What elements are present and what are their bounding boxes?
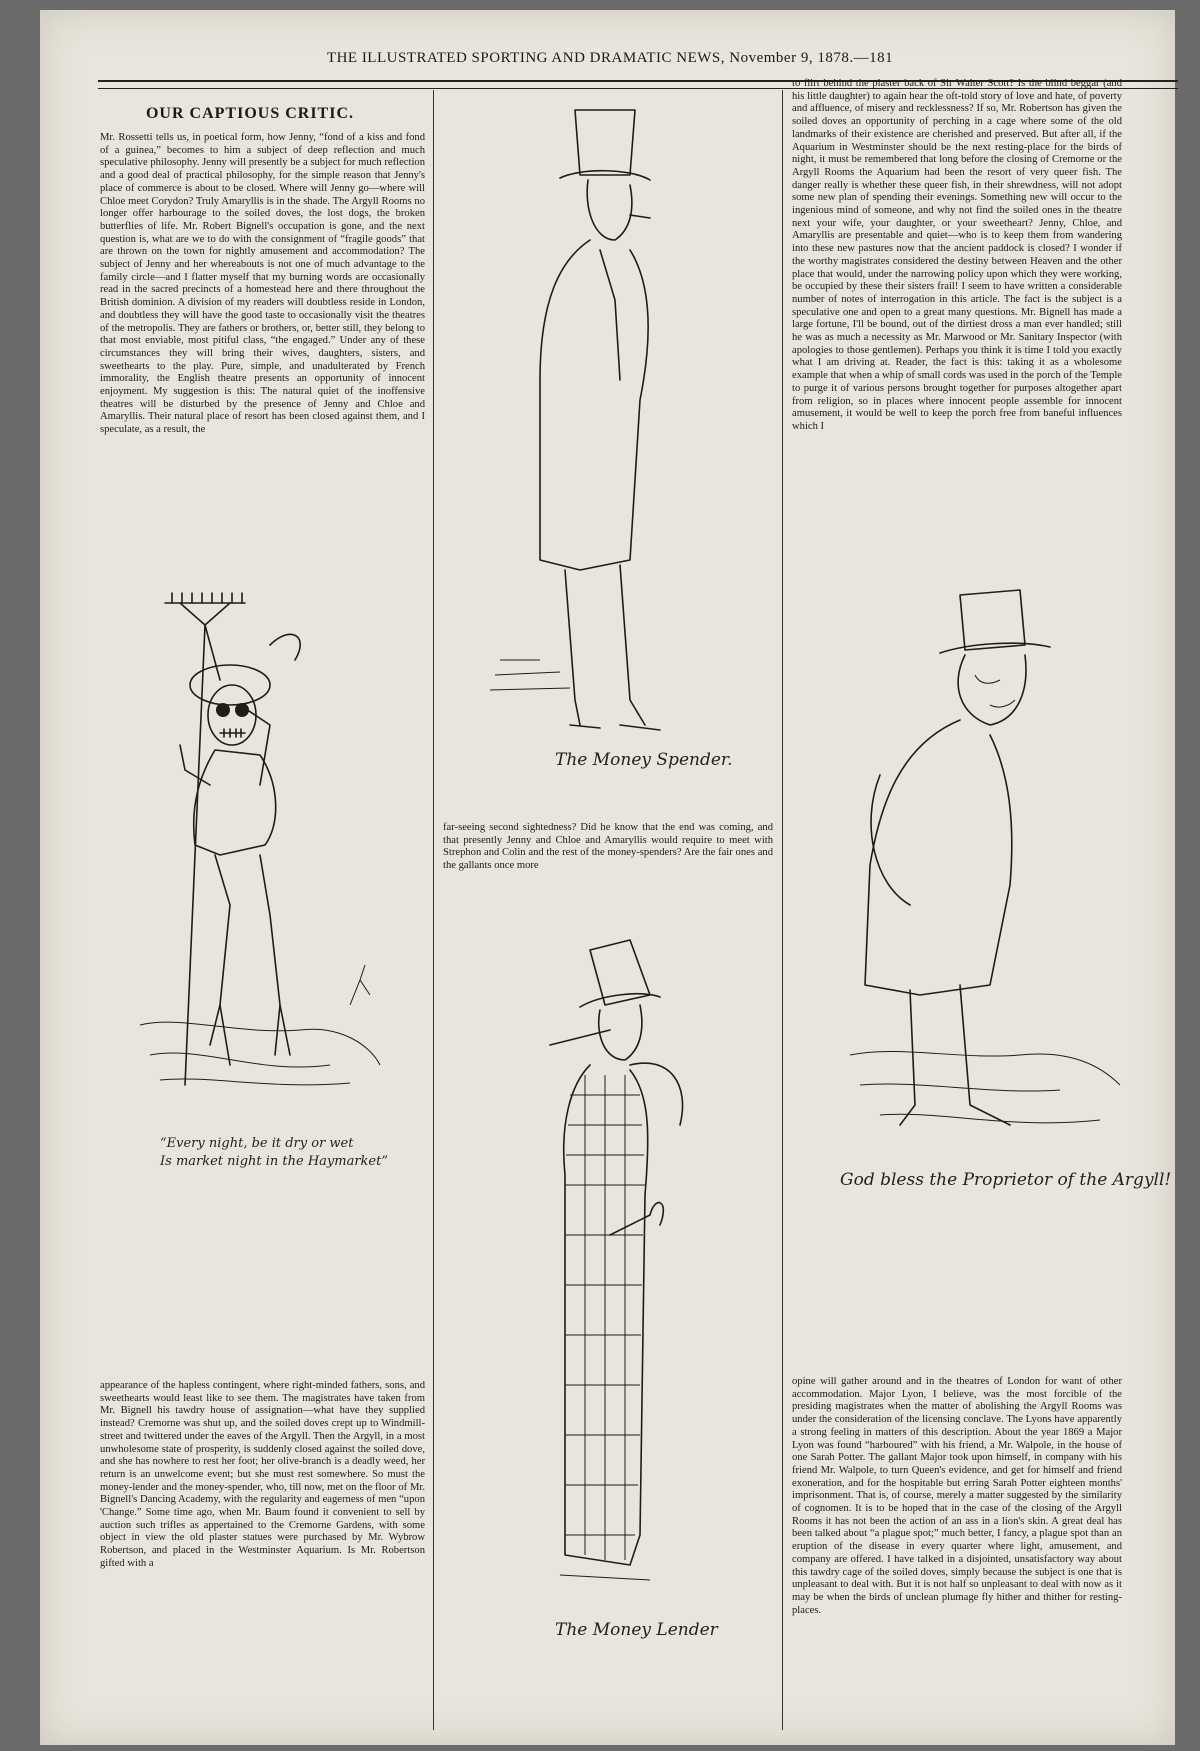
money-spender-illustration — [480, 100, 730, 740]
skeleton-caption — [160, 1135, 440, 1171]
paragraph: appearance of the hapless contingent, where right-minded fathers, sons, and sweethearts would least like to see them. The magistrates have taken from Mr. Bignell his tawdry house of assignation—what have they supplied instead? Cremorne was shut up, and the soiled doves crept up to Windmill-street and twittered under the eaves of the Argyll. Then the Argyll, in a most unwholesome state of prosperity, is suddenly closed against the soiled dove, and she has nowhere to rest her foot; her olive-branch is a deadly weed, her return is an unwelcome event; but she must rest somewhere. So must the money-lender and the money-spender, who, till now, met on the floor of Mr. Bignell's Dancing Academy, with the regularity and eagerness of men “upon 'Change.” Some time ago, when Mr. Baum found it convenient to sell by auction such trifles as appertained to the Cremorne Gardens, with some object in view the old plaster statues were purchased by Mr. Wybrow Robertson, and placed in the Westminster Aquarium. Is Mr. Robertson gifted with a — [100, 1380, 425, 1569]
skeleton-illustration — [120, 585, 420, 1125]
money-spender-caption: The Money Spender. — [555, 750, 733, 770]
proprietor-illustration — [840, 585, 1140, 1145]
proprietor-caption: God bless the Proprietor of the Argyll! — [840, 1170, 1172, 1190]
money-lender-illustration — [530, 935, 750, 1615]
article-heading: OUR CAPTIOUS CRITIC. — [145, 105, 355, 122]
paragraph: Mr. Rossetti tells us, in poetical form, how Jenny, “fond of a kiss and fond of a guinea,” becomes to him a subject of deep reflection and much speculative philosophy. Jenny will presently be a subject for much reflection and a good deal of practical philosophy, for the simple reason that Jenny's place of commerce is about to be closed. Where will Jenny go—where will Chloe meet Corydon? Truly Amaryllis is in the shade. The Argyll Rooms no longer offer harbourage to the soiled doves, the lost dogs, the broken butterflies of life. Mr. Robert Bignell's occupation is gone, and the next question is, what are we to do with the consignment of “fragile goods” that are thrown on the town for nightly amusement and accommodation? The subject of Jenny and her whereabouts is not one of much advantage to the family circle—and I flatter myself that my burning words are occasionally read in the sacred precincts of a homestead here and there throughout the British dominion. A division of my readers will doubtless reside in London, and doubtless they will have the good taste to occasionally visit the theatres of the metropolis. They are fathers or brothers, or, better still, they belong to that most enviable, most pitiful class, “the engaged.” Under any of these circumstances they will bring their wives, daughters, sisters, and sweethearts to the play. Pure, simple, and unadulterated by French immorality, the English theatre presents an opportunity of innocent enjoyment. My suggestion is this: The natural quiet of the inoffensive theatres will be disturbed by the presence of Jenny and Chloe and Amaryllis. Their natural place of resort has been closed against them, and I speculate, as a result, the — [100, 132, 425, 436]
column-rule-right — [782, 90, 783, 1730]
paragraph: to flirt behind the plaster back of Sir Walter Scott? Is the blind beggar (and his little daughter) to again hear the oft-told story of love and hate, of poverty and affluence, of misery and recklessness? If so, Mr. Robertson has given the soiled doves an opportunity of perching in a cage where some of the old landmarks of their existence are cherished and preserved. But after all, if the Aquarium in Westminster should be the next resting-place for the birds of night, it must be remembered that long before the closing of Cremorne or the Argyll Rooms the Aquarium had been the resort of very queer fish. The danger really is whether these queer fish, in their shrewdness, will not adopt some new plan of spending their evenings. Something new will occur to the ingenious mind of someone, and why not find the soiled ones in the theatre next your wife, your daughter, or your sweetheart? Jenny, Chloe, and Amaryllis are presentable and quiet—who is to keep them from wandering into these new pastures now that the ancient paddock is closed? I wonder if the worthy magistrates considered the destiny between Heaven and the other place that would, under the narrowing policy upon which they were working, be occupied by these their sisters frail! I seem to have written a considerable number of notes of interrogation in this article. The fact is the subject is a speculative one and open to a great many questions. Mr. Bignell has made a large fortune, I'll be bound, out of the dirtiest dross a man ever handled; still he was as much a necessity as Mr. Marwood or Mr. Sanitary Inspector (with apologies to those gentlemen). Perhaps you think it is time I told you exactly what I am driving at. Reader, the fact is this: taking it as a wholesome example that when a whip of small cords was used in the porch of the Temple to purge it of various persons brought together for purposes altogether apart from religion, so in places where innocent people assemble for innocent amusement, it would be well to keep the porch free from baneful influences which I — [792, 78, 1122, 432]
column-3-bottom-text — [792, 1376, 1122, 1736]
skeleton-caption-line-1: “Every night, be it dry or wet — [160, 1136, 354, 1151]
column-rule-left — [433, 90, 434, 1730]
column-3-top-text — [792, 78, 1122, 548]
running-head: THE ILLUSTRATED SPORTING AND DRAMATIC NEWS, November 9, 1878.—181 — [326, 50, 894, 66]
newspaper-page — [40, 10, 1175, 1745]
column-1-bottom-text — [100, 1380, 425, 1735]
paragraph: opine will gather around and in the theatres of London for want of other accommodation. Major Lyon, I believe, was the most forcible of the presiding magistrates when the matter of abolishing the Argyll Rooms was under the consideration of the licensing conclave. The Lyons have apparently a strong feeling in matters of this description. About the year 1869 a Major Lyon was found “harboured” with his friend, a Mr. Walpole, in the house of one Sarah Potter. The gallant Major took upon himself, in company with his friend Mr. Walpole, to turn Queen's evidence, and get for himself and friend exoneration, and for the hospitable but erring Sarah Potter eighteen months' imprisonment. That is, of course, merely a matter suggested by the similarity of cognomen. It is to be hoped that in the case of the closing of the Argyll Rooms it has not been the action of an ass in a lion's skin. A great deal has been talked about “a plague spot;” much better, I fancy, a plague spot than an eruption of the disease in every quarter where light, amusement, and company are offered. I have talked in a disjointed, unsatisfactory way about this tawdry cage of the soiled doves, simply because the subject is one that is unpleasant to deal with. But it is not half so unpleasant to deal with now as it may be when the birds of unclean plumage fly hither and thither for resting-places. — [792, 1376, 1122, 1616]
column-1-top-text — [100, 132, 425, 552]
skeleton-caption-line-2: Is market night in the Haymarket” — [160, 1154, 388, 1169]
paragraph: far-seeing second sightedness? Did he know that the end was coming, and that presently Jenny and Chloe and Amaryllis would require to meet with Strephon and Colin and the rest of the money-spenders? Are the fair ones and the gallants once more — [443, 822, 773, 872]
money-lender-caption: The Money Lender — [555, 1620, 718, 1640]
column-2-middle-text — [443, 822, 773, 892]
